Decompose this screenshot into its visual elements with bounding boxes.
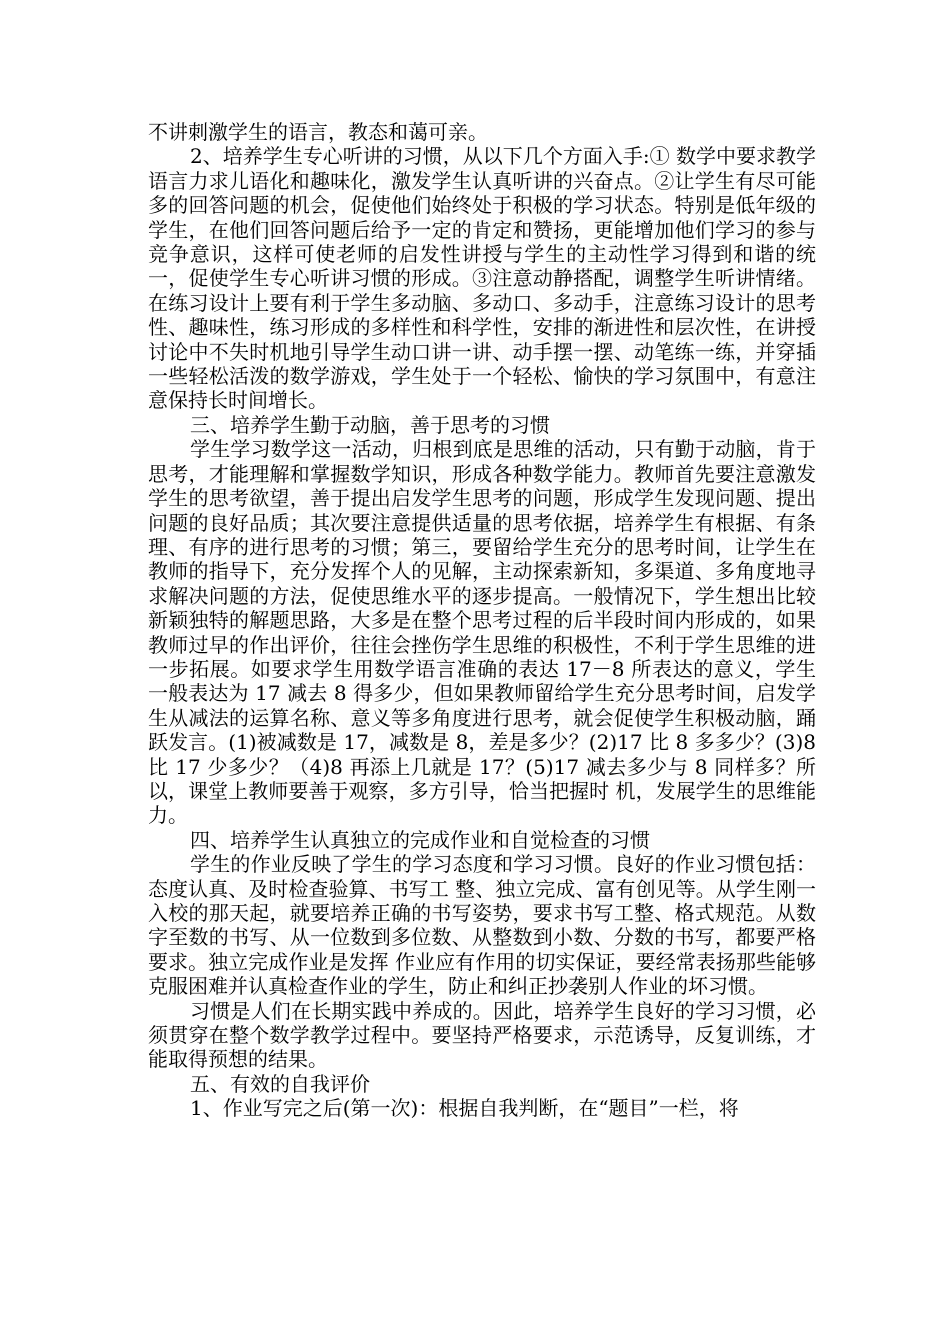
section-heading-homework-habits: 四、培养学生认真独立的完成作业和自觉检查的习惯: [190, 827, 650, 852]
section-heading-thinking-habits: 三、培养学生勤于动脑，善于思考的习惯: [190, 412, 550, 437]
paragraph-thinking-habits: 学生学习数学这一活动，归根到底是思维的活动，只有勤于动脑，肯于思考，才能理解和掌握数学知识，形成各种数学能力。教师首先要注意激发学生的思考欲望，善于提出启发学生思考的问题，形成学生发现问题、提出问题的良好品质；其次要注意提供适量的思考依据，培养学生有根据、有条理、有序的进行思考的习惯；第三，要留给学生充分的思考时间，让学生在教师的指导下，充分发挥个人的见解，主动探索新知，多渠道、多角度地寻求解决问题的方法，促使思维水平的逐步提高。一般情况下，学生想出比较新颖独特的解题思路，大多是在整个思考过程的后半段时间内形成的，如果教师过早的作出评价，往往会挫伤学生思维的积极性，不利于学生思维的进一步拓展。如要求学生用数学语言准确的表达 17－8 所表达的意义，学生一般表达为 17 减去 8 得多少，但如果教师留给学生充分思考时间，启发学生从减法的运算名称、意义等多角度进行思考，就会促使学生积极动脑，踊跃发言。(1)被减数是 17，减数是 8，差是多少？(2)17 比 8 多多少？(3)8 比 17 少多少？（4)8 再添上几就是 17？(5)17 减去多少与 8 同样多？所以，课堂上教师要善于观察，多方引导，恰当把握时 机，发展学生的思维能力。: [148, 437, 816, 828]
paragraph-homework-habits: 学生的作业反映了学生的学习态度和学习习惯。良好的作业习惯包括：态度认真、及时检查验算、书写工 整、独立完成、富有创见等。从学生刚一入校的那天起，就要培养正确的书写姿势，要求书写工整、格式规范。从数字至数的书写、从一位数到多位数、从整数到小数、分数的书写，都要严格要求。独立完成作业是发挥 作业应有作用的切实保证，要经常表扬那些能够克服困难并认真检查作业的学生，防止和纠正抄袭别人作业的坏习惯。: [148, 852, 816, 999]
paragraph-continuation: 不讲刺激学生的语言，教态和蔼可亲。: [148, 120, 488, 144]
paragraph-self-evaluation-step-1: 1、作业写完之后(第一次)：根据自我判断，在“题目”一栏，将: [190, 1096, 739, 1121]
paragraph-listening-habits: 2、培养学生专心听讲的习惯，从以下几个方面入手:① 数学中要求教学语言力求儿语化和趣味化，激发学生认真听讲的兴奋点。②让学生有尽可能多的回答问题的机会，促使他们始终处于积极的学习状态。特别是低年级的学生，在他们回答问题后给予一定的肯定和赞扬，更能增加他们学习的参与竞争意识，这样可使老师的启发性讲授与学生的主动性学习得到和谐的统一，促使学生专心听讲习惯的形成。③注意动静搭配，调整学生听讲情绪。在练习设计上要有利于学生多动脑、多动口、多动手，注意练习设计的思考性、趣味性，练习形成的多样性和科学性，安排的渐进性和层次性，在讲授讨论中不失时机地引导学生动口讲一讲、动手摆一摆、动笔练一练，并穿插一些轻松活泼的数学游戏，学生处于一个轻松、愉快的学习氛围中，有意注意保持长时间增长。: [148, 144, 816, 413]
section-heading-self-evaluation: 五、有效的自我评价: [190, 1071, 370, 1096]
document-page: [148, 120, 816, 1121]
paragraph-habit-summary: 习惯是人们在长期实践中养成的。因此，培养学生良好的学习习惯，必须贯穿在整个数学教学过程中。要坚持严格要求，示范诱导，反复训练，才能取得预想的结果。: [148, 998, 816, 1072]
